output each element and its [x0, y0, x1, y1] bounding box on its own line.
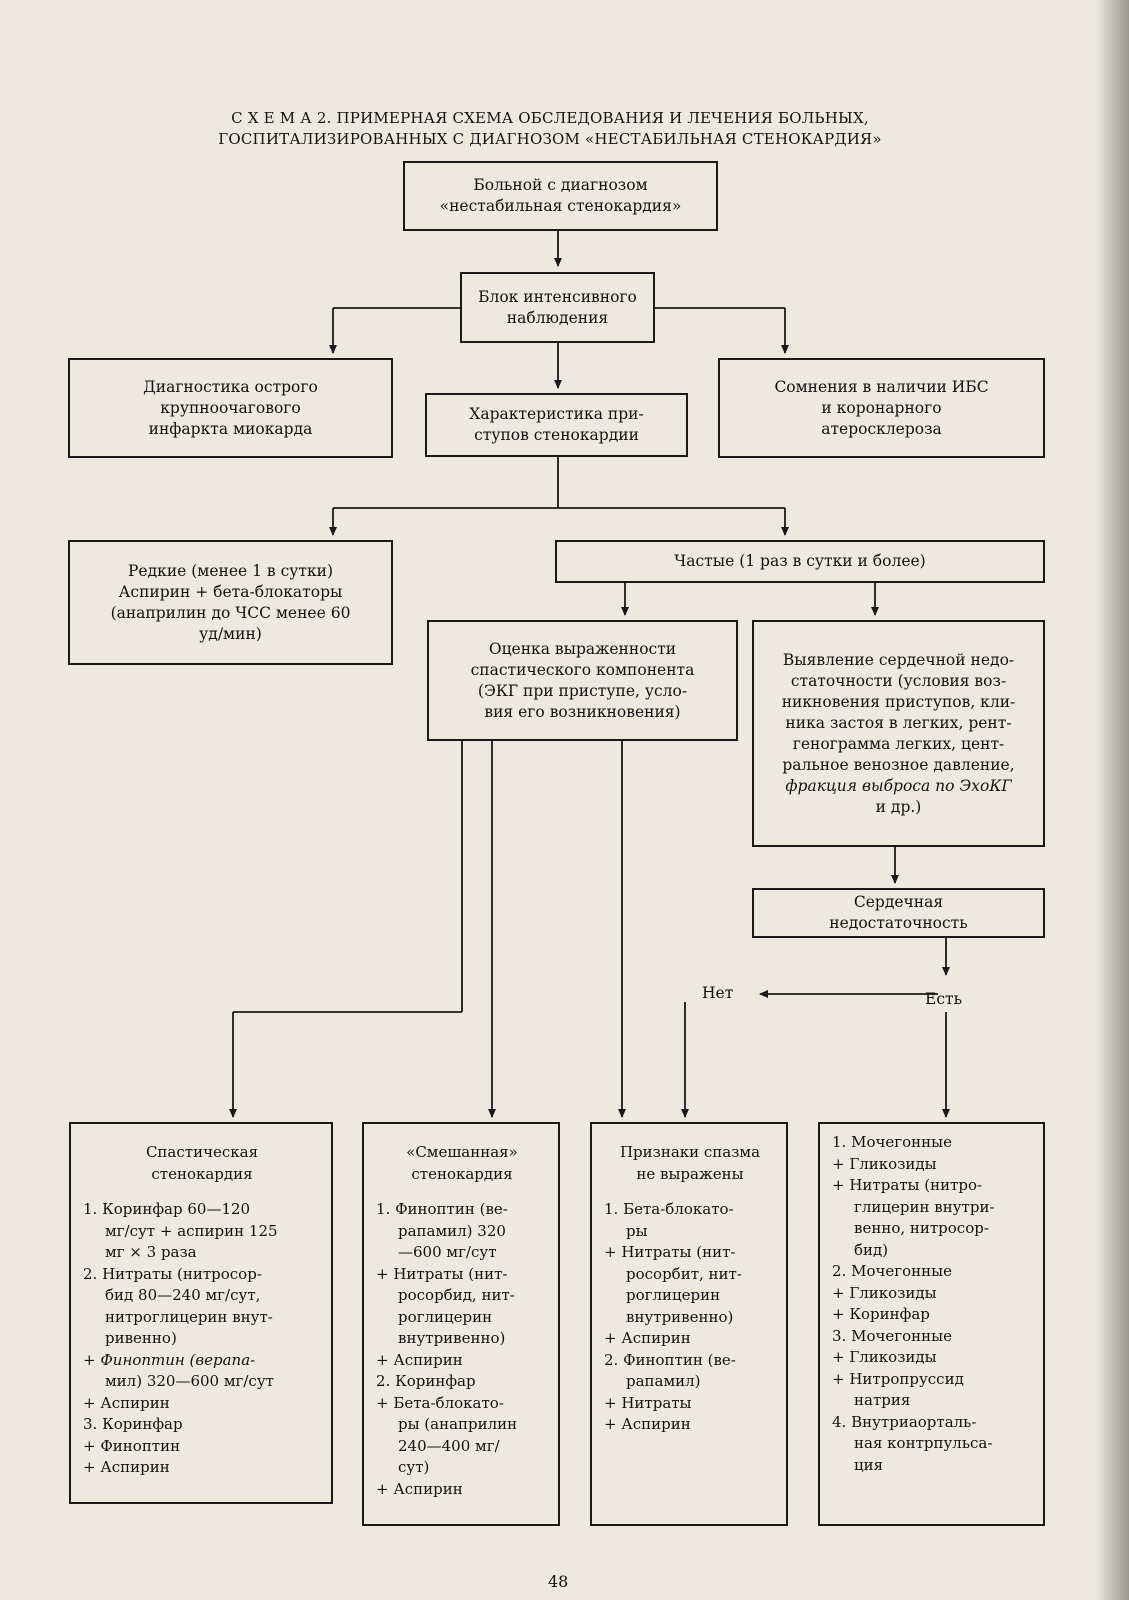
column-spastic-head: Спастическая стенокардия [145, 1143, 259, 1183]
box-spastic-eval: Оценка выраженности спастического компонента (ЭКГ при приступе, усло- вия его возникновения) [427, 620, 738, 741]
box-ibs-doubt: Сомнения в наличии ИБС и коронарного атеросклероза [718, 358, 1045, 458]
box-heart-failure: Сердечная недостаточность [752, 888, 1045, 938]
page-edge-shadow [1095, 0, 1129, 1600]
column-no-spasm-items: 1. Бета-блокато- ры + Нитраты (нит- росорбит, нит- роглицерин внутривенно) + Аспирин 2. Финоптин (ве- рапамил) + Нитраты + Аспирин [604, 1200, 742, 1433]
scheme-title-line2: ГОСПИТАЛИЗИРОВАННЫХ С ДИАГНОЗОМ «НЕСТАБИЛЬНАЯ СТЕНОКАРДИЯ» [218, 130, 882, 148]
page-number: 48 [548, 1572, 569, 1591]
box-hf-detection: Выявление сердечной недо- статочности (условия воз- никновения приступов, кли- ника застоя в легких, рент- генограмма легких, цент- ральное венозное давление, фракция выброса по ЭхоКГ и др.) [752, 620, 1045, 847]
column-mixed-items: 1. Финоптин (ве- рапамил) 320 —600 мг/сут + Нитраты (нит- росорбид, нит- роглицерин внутривенно) + Аспирин 2. Коринфар + Бета-блокато- ры (анаприлин 240—400 мг/ сут) + Аспирин [376, 1200, 518, 1498]
box-patient: Больной с диагнозом «нестабильная стенокардия» [403, 161, 718, 231]
column-spastic [69, 1122, 333, 1504]
label-no: Нет [702, 984, 734, 1002]
box-icu: Блок интенсивного наблюдения [460, 272, 655, 343]
column-heart-failure [818, 1122, 1045, 1526]
column-mixed-head: «Смешанная» стенокардия [406, 1143, 518, 1183]
label-yes: Есть [925, 990, 963, 1008]
box-frequent: Частые (1 раз в сутки и более) [555, 540, 1045, 583]
column-spastic-items: 1. Коринфар 60—120 мг/сут + аспирин 125 мг × 3 раза 2. Нитраты (нитросор- бид 80—240 мг/сут, нитроглицерин внут- ривенно) + Финоптин (верапа- мил) 320—600 мг/сут + Аспирин 3. Коринфар + Финоптин + Аспирин [83, 1200, 278, 1476]
box-mi-diagnosis: Диагностика острого крупноочагового инфаркта миокарда [68, 358, 393, 458]
column-no-spasm-head: Признаки спазма не выражены [619, 1143, 761, 1183]
box-attacks: Характеристика при- ступов стенокардии [425, 393, 688, 457]
column-mixed [362, 1122, 560, 1526]
column-no-spasm [590, 1122, 788, 1526]
box-rare: Редкие (менее 1 в сутки) Аспирин + бета-блокаторы (анаприлин до ЧСС менее 60 уд/мин) [68, 540, 393, 665]
scheme-title-line1: С Х Е М А 2. ПРИМЕРНАЯ СХЕМА ОБСЛЕДОВАНИЯ И ЛЕЧЕНИЯ БОЛЬНЫХ, [231, 109, 869, 127]
column-heart-failure-items: 1. Мочегонные + Гликозиды + Нитраты (нитро- глицерин внутри- венно, нитросор- бид) 2. Мочегонные + Гликозиды + Коринфар 3. Мочегонные + Гликозиды + Нитропруссид натрия 4. Внутриаорталь- ная контрпульса- ция [832, 1133, 995, 1474]
